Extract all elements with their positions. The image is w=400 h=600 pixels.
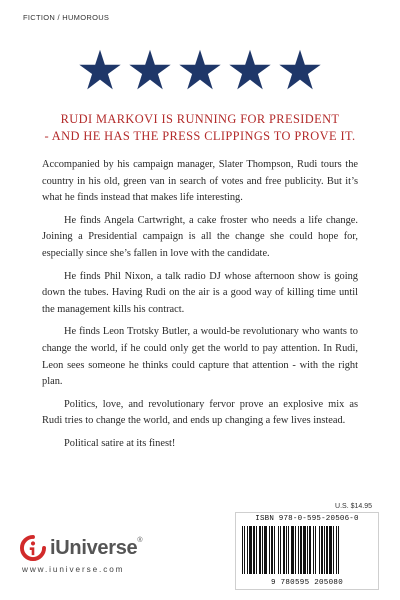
blurb-paragraph: He finds Leon Trotsky Butler, a would-be revolutionary who wants to change the world, if he could only get the world to pay attention. In Rudi, Leon sees someone he thinks could capture that attention - with the right plan. — [42, 326, 358, 388]
star-icon — [228, 48, 272, 92]
price-label: U.S. $14.95 — [335, 503, 372, 510]
blurb-paragraph: Accompanied by his campaign manager, Slater Thompson, Rudi tours the country in his old, green van in search of votes and free publicity. But it’s what he finds instead that makes life interesting. — [42, 159, 358, 204]
publisher-name: iUniverse® — [50, 536, 143, 559]
blurb-paragraph: Political satire at its finest! — [64, 437, 176, 449]
barcode-icon — [242, 526, 372, 574]
publisher-logo — [20, 535, 142, 561]
barcode-block — [235, 512, 379, 590]
blurb-paragraph: He finds Phil Nixon, a talk radio DJ whose afternoon show is going down the tubes. Having Rudi on the air is a good way of killing time until the management kills his contract. — [42, 270, 358, 315]
star-icon — [278, 48, 322, 92]
star-icon — [178, 48, 222, 92]
publisher-url: www.iuniverse.com — [22, 565, 125, 574]
blurb-paragraph: Politics, love, and revolutionary fervor prove an explosive mix as Rudi tries to change the world, and ends up changing a few lives instead. — [42, 398, 358, 427]
star-icon — [128, 48, 172, 92]
iuniverse-logo-icon — [20, 535, 46, 561]
isbn-label: ISBN 978-0-595-20506-0 — [255, 515, 359, 523]
star-icon — [78, 48, 122, 92]
blurb — [42, 157, 358, 459]
tagline: RUDI MARKOVI IS RUNNING FOR PRESIDENT - AND HE HAS THE PRESS CLIPPINGS TO PROVE IT. — [44, 112, 356, 143]
category-label: FICTION / HUMOROUS — [23, 13, 110, 22]
star-row — [0, 48, 400, 92]
barcode-number: 9 780595 205080 — [270, 579, 343, 587]
blurb-paragraph: He finds Angela Cartwright, a cake froster who needs a life change. Joining a Presidential campaign is all the change she could hope for, especially since she’s fallen in love with the candidate. — [42, 214, 358, 259]
